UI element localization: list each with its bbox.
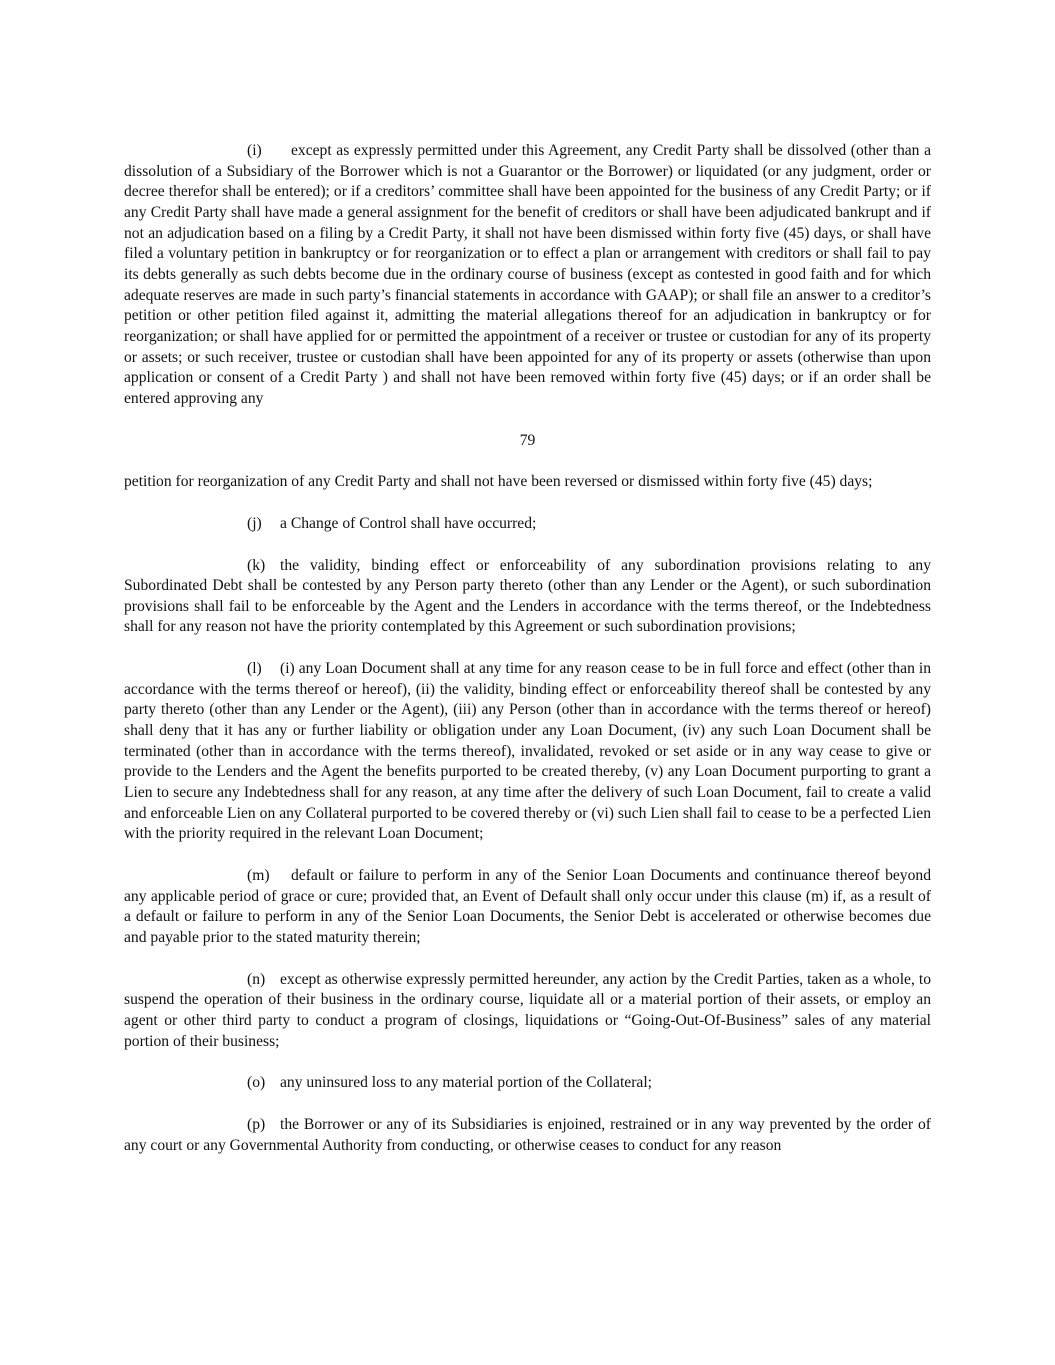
clause-n: [124, 970, 931, 1053]
clause-j-label: (j): [247, 514, 262, 532]
clause-o-label: (o): [247, 1074, 266, 1092]
clause-l-label: (l): [247, 660, 262, 678]
clause-k-text: the validity, binding effect or enforceability of any subordination provisions relating to any Subordinated Debt shall be contested by any Person party thereto (other than any Lender or the Agent), or such subordination provisions shall fail to be enforceable by the Agent and the Lenders in accordance with the terms thereof, or the Indebtedness shall for any reason not have the priority contemplated by this Agreement or such subordination provisions;: [124, 556, 931, 636]
clause-m-text: default or failure to perform in any of the Senior Loan Documents and continuance thereof beyond any applicable period of grace or cure; provided that, an Event of Default shall only occur under this clause (m) if, as a result of a default or failure to perform in any of the Senior Loan Documents, the Senior Debt is accelerated or otherwise becomes due and payable prior to the stated maturity therein;: [124, 867, 931, 946]
clause-n-label: (n): [247, 970, 266, 988]
clause-l: [124, 659, 931, 845]
clause-n-text: except as otherwise expressly permitted hereunder, any action by the Credit Parties, taken as a whole, to suspend the operation of their business in the ordinary course, liquidate all or a material portion of their assets, or employ an agent or other third party to conduct a program of closings, liquidations or “Going-Out-Of-Business” sales of any material portion of their business;: [124, 970, 931, 1050]
page-number: 79: [519, 431, 536, 449]
clause-o-text: any uninsured loss to any material portion of the Collateral;: [280, 1074, 652, 1092]
clause-i-label: (i): [247, 142, 262, 159]
clause-j: [124, 514, 931, 535]
clause-i-text: except as expressly permitted under this Agreement, any Credit Party shall be dissolved (other than a dissolution of a Subsidiary of the Borrower which is not a Guarantor or the Borrower) or liquidated (or any judgment, order or decree therefor shall be entered); or if a creditors’ committee shall have been appointed for the business of any Credit Party; or if any Credit Party shall have made a general assignment for the benefit of creditors or shall have been adjudicated bankrupt and if not an adjudication based on a filing by a Credit Party, it shall not have been dismissed within forty five (45) days, or shall have filed a voluntary petition in bankruptcy or for reorganization or to effect a plan or arrangement with creditors or shall fail to pay its debts generally as such debts become due in the ordinary course of business (except as contested in good faith and for which adequate reserves are made in such party’s financial statements in accordance with GAAP); or shall file an answer to a creditor’s petition or other petition filed against it, admitting the material allegations thereof for an adjudication in bankruptcy or for reorganization; or shall have applied for or permitted the appointment of a receiver or trustee or custodian for any of its property or assets; or such receiver, trustee or custodian shall have been appointed for any of its property or assets (otherwise than upon application or consent of a Credit Party ) and shall not have been removed within forty five (45) days; or if an order shall be entered approving any: [124, 142, 931, 407]
clause-o: [124, 1073, 931, 1094]
clause-i: [124, 141, 931, 410]
clause-k-label: (k): [247, 556, 266, 574]
document-page: [124, 141, 931, 1156]
clause-p: [124, 1115, 931, 1156]
clause-p-text: the Borrower or any of its Subsidiaries is enjoined, restrained or in any way prevented by the order of any court or any Governmental Authority from conducting, or otherwise ceases to conduct for any reason: [124, 1115, 931, 1154]
clause-k: [124, 556, 931, 639]
clause-j-text: a Change of Control shall have occurred;: [280, 514, 537, 532]
clause-p-label: (p): [247, 1115, 266, 1133]
clause-m: [124, 866, 931, 949]
clause-l-text: (i) any Loan Document shall at any time for any reason cease to be in full force and effect (other than in accordance with the terms thereof or hereof), (ii) the validity, binding effect or enforceability thereof shall be contested by any party thereto (other than any Lender or the Agent), (iii) any Person (other than in accordance with the terms thereof or hereof) shall deny that it has any or further liability or obligation under any Loan Document, (iv) any such Loan Document shall be terminated (other than in accordance with the terms thereof), invalidated, revoked or set aside or in any way cease to give or provide to the Lenders and the Agent the benefits purported to be created thereby, (v) any Loan Document purporting to grant a Lien to secure any Indebtedness shall for any reason, at any time after the delivery of such Loan Document, fail to create a valid and enforceable Lien on any Collateral purported to be covered thereby or (vi) such Lien shall fail to cease to be a perfected Lien with the priority required in the relevant Loan Document;: [124, 660, 931, 843]
clause-m-label: (m): [247, 867, 270, 885]
clause-i-continued: petition for reorganization of any Credit Party and shall not have been reversed or dismissed within forty five (45) days;: [124, 473, 873, 491]
